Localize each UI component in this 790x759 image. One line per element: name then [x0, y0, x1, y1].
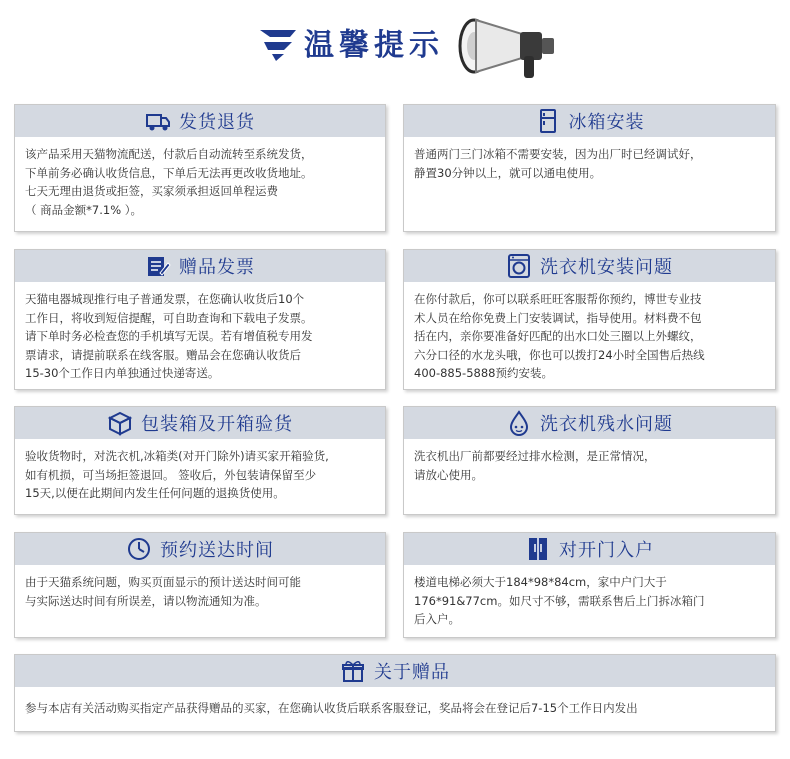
card-body [404, 137, 775, 182]
card-double-door-entry [403, 532, 776, 638]
card-title: 关于赠品 [374, 662, 450, 683]
card-line: 术人员在给你免费上门安装调试，指导使用。材料费不包 [414, 310, 702, 325]
card-header [404, 407, 775, 439]
door-icon [525, 536, 551, 562]
card-delivery-time [14, 532, 386, 638]
card-header [15, 655, 775, 687]
page-title: 温馨提示 [304, 28, 444, 63]
card-line: 静置30分钟以上，就可以通电使用。 [414, 165, 602, 180]
card-header [15, 105, 385, 137]
card-line: 15天,以便在此期间内发生任何问题的退换货使用。 [25, 486, 285, 500]
card-header [15, 250, 385, 282]
card-line: 400-885-5888预约安装。 [414, 366, 553, 380]
card-line: 工作日，将收到短信提醒，可自助查询和下载电子发票。 [25, 310, 313, 325]
card-fridge-install [403, 104, 776, 232]
card-body [15, 687, 775, 718]
gift-icon [340, 658, 366, 684]
megaphone-icon [452, 8, 562, 83]
card-title: 预约送达时间 [160, 540, 274, 561]
card-body [15, 282, 385, 383]
card-title: 洗衣机安装问题 [540, 257, 673, 278]
card-line: （ 商品金额*7.1% ）。 [25, 202, 143, 217]
card-line: 验收货物时，对洗衣机,冰箱类(对开门除外)请买家开箱验货, [25, 449, 329, 463]
card-line: 该产品采用天猫物流配送，付款后自动流转至系统发货， [25, 147, 313, 161]
card-body [404, 565, 775, 629]
card-title: 对开门入户 [559, 540, 654, 561]
card-packaging-inspection [14, 406, 386, 515]
header-banner [0, 0, 790, 90]
card-line: 楼道电梯必须大于184*98*84cm，家中户门大于 [414, 575, 667, 589]
card-body [15, 439, 385, 503]
clock-icon [126, 536, 152, 562]
card-header [404, 105, 775, 137]
card-line: 六分口径的水龙头哦，你也可以拨打24小时全国售后热线 [414, 347, 705, 362]
card-title: 发货退货 [179, 112, 255, 133]
card-line: 参与本店有关活动购买指定产品获得赠品的买家，在您确认收货后联系客服登记，奖品将会在登记后7-15个工作日内发出 [25, 701, 638, 715]
card-shipping-returns [14, 104, 386, 232]
card-header [15, 533, 385, 565]
card-line: 括在内，亲你要准备好匹配的出水口处三圈以上外螺纹， [414, 329, 702, 343]
card-header [404, 250, 775, 282]
card-header [404, 533, 775, 565]
card-line: 普通两门三门冰箱不需要安装，因为出厂时已经调试好， [414, 147, 702, 161]
card-body [15, 565, 385, 610]
card-line: 如有机损，可当场拒签退回。 签收后，外包装请保留至少 [25, 467, 317, 482]
card-gift-invoice [14, 249, 386, 390]
card-line: 下单前务必确认收货信息，下单后无法再更改收货地址。 [25, 165, 313, 180]
box-icon [107, 410, 133, 436]
arrow-mark-icon [258, 28, 298, 62]
card-line: 后入户。 [414, 612, 460, 626]
card-header [15, 407, 385, 439]
card-body [15, 137, 385, 219]
card-title: 包装箱及开箱验货 [141, 414, 293, 435]
card-line: 176*91&77cm。如尺寸不够，需联系售后上门拆冰箱门 [414, 593, 705, 608]
card-line: 洗衣机出厂前都要经过排水检测，是正常情况， [414, 449, 656, 463]
card-line: 由于天猫系统问题，购买页面显示的预计送达时间可能 [25, 575, 301, 589]
card-line: 七天无理由退货或拒签，买家须承担返回单程运费 [25, 184, 278, 198]
invoice-icon [145, 253, 171, 279]
card-body [404, 439, 775, 484]
card-line: 请放心使用。 [414, 467, 483, 482]
card-line: 在你付款后，你可以联系旺旺客服帮你预约，博世专业技 [414, 292, 702, 306]
card-line: 请下单时务必检查您的手机填写无误。若有增值税专用发 [25, 329, 313, 343]
water-drop-icon [506, 410, 532, 436]
card-line: 票请求，请提前联系在线客服。赠品会在您确认收货后 [25, 347, 301, 362]
washing-machine-icon [506, 253, 532, 279]
card-title: 洗衣机残水问题 [540, 414, 673, 435]
card-title: 冰箱安装 [568, 112, 645, 133]
card-washer-install [403, 249, 776, 390]
card-line: 15-30个工作日内单独通过快递寄送。 [25, 366, 220, 380]
card-washer-residual-water [403, 406, 776, 515]
card-about-gifts [14, 654, 776, 732]
card-line: 天猫电器城现推行电子普通发票，在您确认收货后10个 [25, 292, 305, 306]
card-body [404, 282, 775, 383]
fridge-icon [535, 108, 561, 134]
truck-icon [145, 108, 171, 134]
card-title: 赠品发票 [179, 257, 255, 278]
card-line: 与实际送达时间有所误差，请以物流通知为准。 [25, 593, 267, 608]
